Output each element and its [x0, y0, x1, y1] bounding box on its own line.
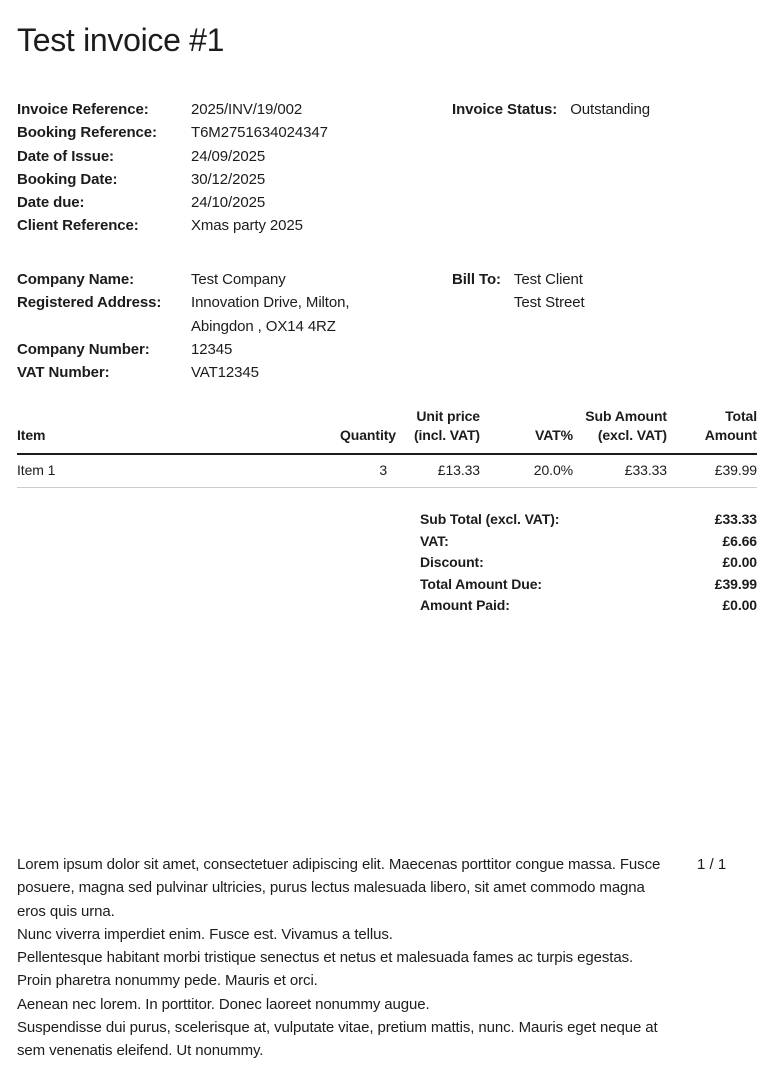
terms-line: sem venenatis eleifend. Ut nonummy. — [17, 1042, 264, 1059]
bill-to-line1: Test Client — [513, 271, 583, 288]
booking-reference-label: Booking Reference: — [17, 124, 157, 142]
total-due-value: £39.99 — [714, 575, 757, 592]
cell-sub-amount: £33.33 — [573, 454, 667, 488]
amount-paid-label: Amount Paid: — [420, 597, 510, 614]
discount-label: Discount: — [420, 554, 484, 571]
subtotal-value: £33.33 — [714, 511, 757, 527]
terms-line: Nunc viverra imperdiet enim. Fusce est. Vivamus a tellus. — [17, 925, 393, 943]
registered-address-spacer — [17, 315, 191, 338]
invoice-reference-value: 2025/INV/19/002 — [191, 101, 303, 118]
terms-line: Proin pharetra nonummy pede. Mauris et orci. — [17, 972, 318, 990]
company-block — [17, 268, 349, 384]
total-due-label: Total Amount Due: — [420, 575, 542, 592]
company-name-value: Test Company — [191, 271, 286, 288]
vat-value: £6.66 — [722, 532, 757, 549]
registered-address-label: Registered Address: — [17, 294, 162, 312]
bill-to-label: Bill To: — [452, 271, 501, 288]
bill-to-address — [514, 268, 585, 315]
registered-address-line2: Abingdon , OX14 4RZ — [191, 317, 336, 335]
vat-number-label: VAT Number: — [17, 364, 110, 382]
booking-date-label: Booking Date: — [17, 170, 118, 188]
subtotal-row — [420, 509, 757, 531]
header-sub-amount-line2: (excl. VAT) — [597, 426, 667, 443]
bill-to-line2: Test Street — [513, 294, 585, 312]
header-unit-price — [387, 407, 480, 454]
date-due-label: Date due: — [17, 194, 85, 212]
header-vat: VAT% — [480, 407, 573, 454]
invoice-items-table — [17, 407, 757, 488]
company-name-label: Company Name: — [17, 271, 135, 288]
terms-line: Pellentesque habitant morbi tristique senectus et netus et malesuada fames ac turpis egestas. — [17, 949, 634, 966]
client-reference-label: Client Reference: — [17, 217, 139, 235]
vat-number-value: VAT12345 — [191, 364, 259, 382]
amount-paid-row — [420, 595, 757, 617]
header-total-line1: Total — [725, 408, 757, 424]
invoice-status-value: Outstanding — [570, 101, 650, 118]
cell-quantity: 3 — [340, 454, 387, 488]
invoice-title: Test invoice #1 — [17, 22, 225, 58]
invoice-reference-label: Invoice Reference: — [17, 101, 149, 118]
cell-vat: 20.0% — [480, 454, 573, 488]
terms-line: Suspendisse dui purus, scelerisque at, vulputate vitae, pretium mattis, nunc. Mauris eget neque at — [17, 1018, 658, 1036]
discount-value: £0.00 — [722, 554, 757, 571]
cell-item: Item 1 — [17, 454, 340, 488]
header-quantity: Quantity — [340, 407, 387, 454]
header-unit-price-line2: (incl. VAT) — [413, 426, 480, 443]
terms-line: eros quis urna. — [17, 902, 115, 920]
terms-line: Lorem ipsum dolor sit amet, consectetuer adipiscing elit. Maecenas porttitor congue massa. Fusce — [17, 856, 661, 873]
registered-address-line1: Innovation Drive, Milton, — [191, 294, 350, 312]
date-of-issue-label: Date of Issue: — [17, 147, 114, 165]
vat-row — [420, 531, 757, 553]
items-table-header — [17, 407, 757, 454]
subtotal-label: Sub Total (excl. VAT): — [420, 511, 560, 527]
booking-reference-value: T6M2751634024347 — [191, 124, 328, 142]
page-number-indicator: 1 / 1 — [697, 856, 727, 873]
header-sub-amount-line1: Sub Amount — [585, 408, 667, 424]
header-total-line2: Amount — [704, 426, 757, 443]
cell-total: £39.99 — [667, 454, 757, 488]
company-number-label: Company Number: — [17, 340, 150, 358]
terms-line: posuere, magna sed pulvinar ultricies, purus lectus malesuada libero, sit amet commodo magna — [17, 879, 645, 897]
amount-paid-value: £0.00 — [722, 597, 757, 614]
invoice-meta-block — [17, 98, 328, 238]
booking-date-value: 30/12/2025 — [191, 170, 266, 188]
cell-unit-price: £13.33 — [387, 454, 480, 488]
company-number-value: 12345 — [191, 340, 233, 358]
totals-block — [420, 509, 757, 617]
bill-to-block — [452, 268, 585, 315]
client-reference-value: Xmas party 2025 — [191, 217, 303, 235]
table-row — [17, 454, 757, 488]
header-total — [667, 407, 757, 454]
discount-row — [420, 552, 757, 574]
invoice-status-label: Invoice Status: — [452, 101, 558, 118]
invoice-status-row — [452, 98, 650, 121]
total-due-row — [420, 574, 757, 596]
header-item: Item — [17, 407, 340, 454]
date-due-value: 24/10/2025 — [191, 194, 266, 212]
vat-label: VAT: — [420, 532, 449, 549]
header-sub-amount — [573, 407, 667, 454]
terms-line: Aenean nec lorem. In porttitor. Donec laoreet nonummy augue. — [17, 995, 430, 1013]
terms-text-block — [17, 853, 762, 1062]
date-of-issue-value: 24/09/2025 — [191, 147, 266, 165]
header-unit-price-line1: Unit price — [416, 408, 480, 424]
